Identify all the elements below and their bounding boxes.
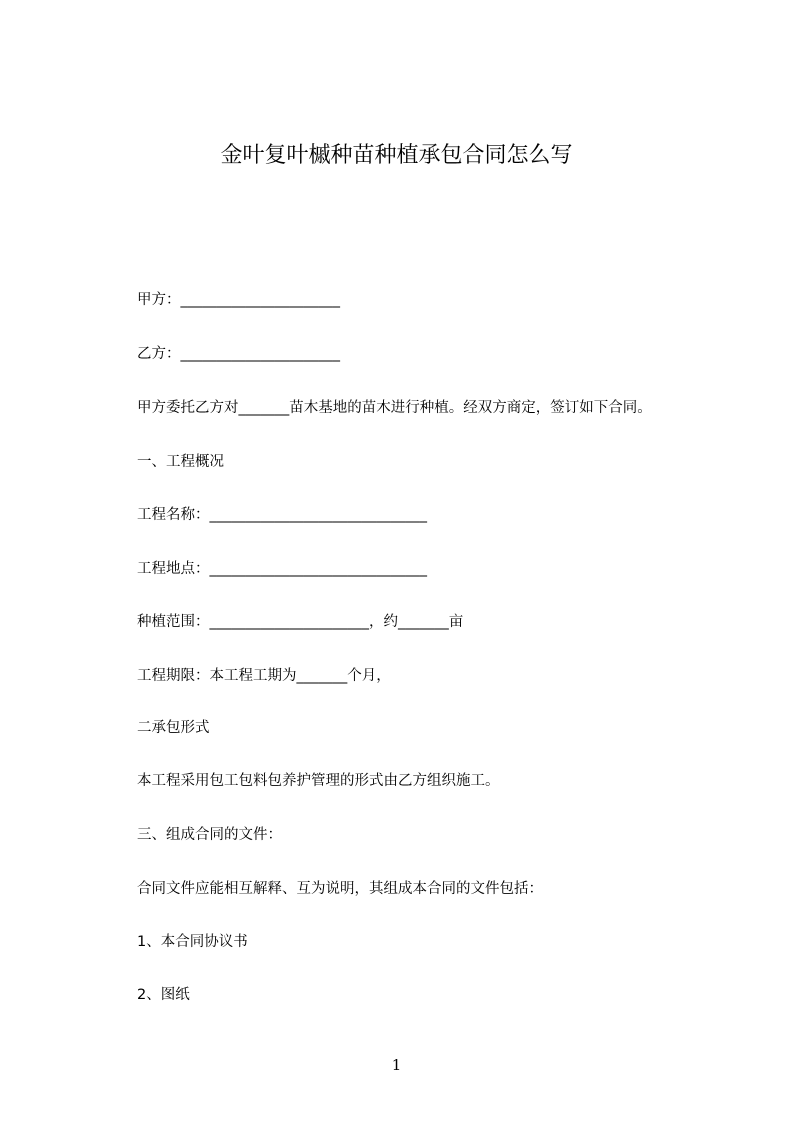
section-one-heading: 一、工程概况 xyxy=(137,454,224,470)
project-location-line: 工程地点：______________________________ xyxy=(137,561,427,577)
contract-form-line: 本工程采用包工包料包养护管理的形式由乙方组织施工。 xyxy=(137,773,500,789)
party-a-line: 甲方：______________________ xyxy=(137,292,340,308)
document-title: 金叶复叶槭种苗种植承包合同怎么写 xyxy=(220,143,573,168)
agreement-intro-line: 甲方委托乙方对_______苗木基地的苗木进行种植。经双方商定，签订如下合同。 xyxy=(137,400,652,416)
party-b-line: 乙方：______________________ xyxy=(137,346,340,362)
section-two-heading: 二承包形式 xyxy=(137,720,210,736)
document-item-2: 2、图纸 xyxy=(137,987,190,1003)
section-three-heading: 三、组成合同的文件： xyxy=(137,827,282,843)
page-number: 1 xyxy=(391,1056,402,1074)
document-item-1: 1、本合同协议书 xyxy=(137,934,248,950)
project-name-line: 工程名称：______________________________ xyxy=(137,507,427,523)
contract-documents-line: 合同文件应能相互解释、互为说明，其组成本合同的文件包括： xyxy=(137,881,543,897)
project-duration-line: 工程期限：本工程工期为_______个月， xyxy=(137,668,391,684)
planting-scope-line: 种植范围：______________________，约_______亩 xyxy=(137,614,464,630)
